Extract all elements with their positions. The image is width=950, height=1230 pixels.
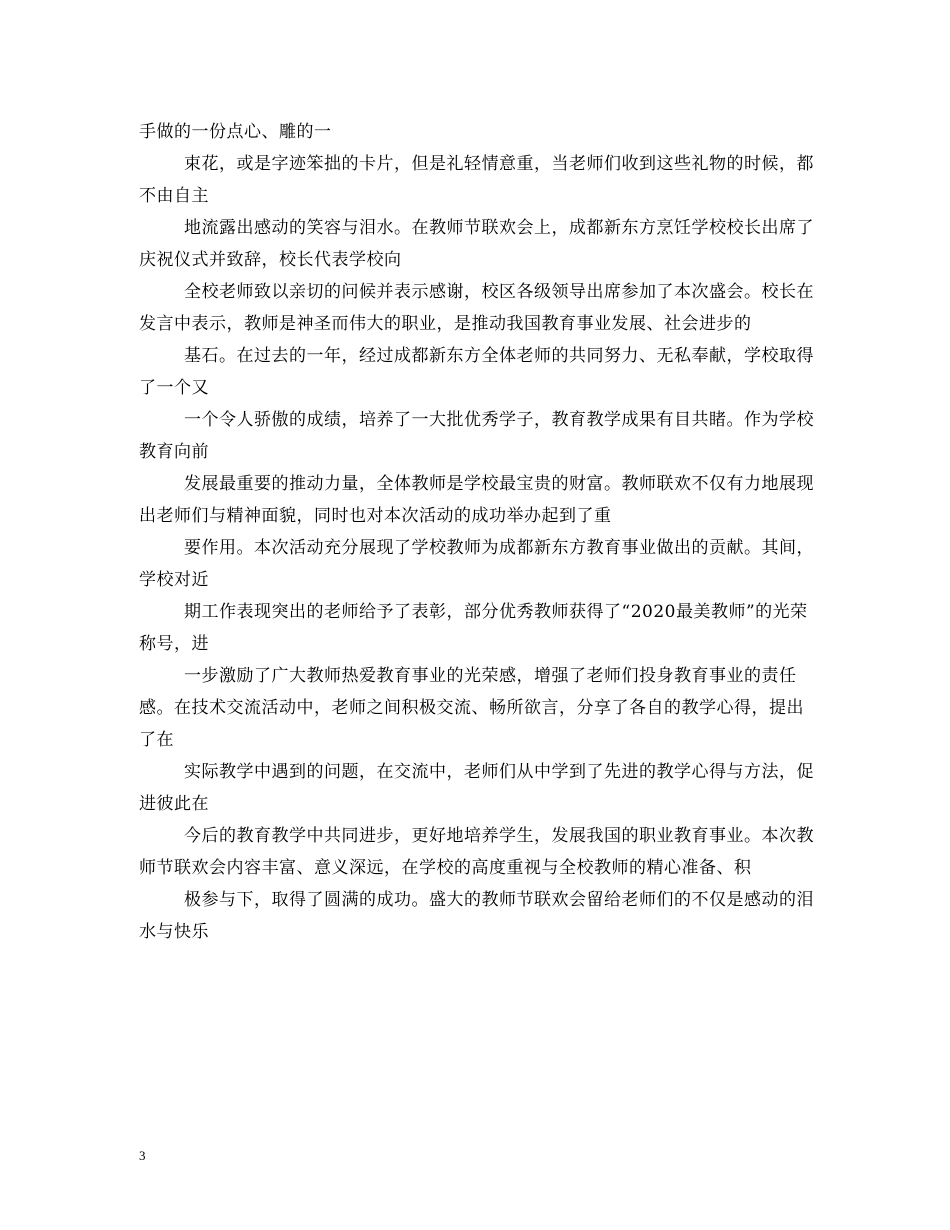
paragraph-5: 基石。在过去的一年，经过成都新东方全体老师的共同努力、无私奉献，学校取得了一个又 <box>139 346 814 398</box>
paragraph-12: 今后的教育教学中共同进步，更好地培养学生，发展我国的职业教育事业。本次教师节联欢会内容丰富、意义深远，在学校的高度重视与全校教师的精心准备、积 <box>139 826 814 878</box>
paragraph-1: 手做的一份点心、雕的一 <box>139 122 332 142</box>
page-number: 3 <box>139 1148 146 1163</box>
paragraph-2: 束花，或是字迹笨拙的卡片，但是礼轻情意重，当老师们收到这些礼物的时候，都不由自主 <box>139 154 814 206</box>
paragraph-8: 要作用。本次活动充分展现了学校教师为成都新东方教育事业做出的贡献。其间，学校对近 <box>139 538 814 590</box>
paragraph-6: 一个令人骄傲的成绩，培养了一大批优秀学子，教育教学成果有目共睹。作为学校教育向前 <box>139 410 814 462</box>
paragraph-3: 地流露出感动的笑容与泪水。在教师节联欢会上，成都新东方烹饪学校校长出席了庆祝仪式并致辞，校长代表学校向 <box>139 218 814 270</box>
paragraph-7: 发展最重要的推动力量，全体教师是学校最宝贵的财富。教师联欢不仅有力地展现出老师们与精神面貌，同时也对本次活动的成功举办起到了重 <box>139 474 814 526</box>
paragraph-4: 全校老师致以亲切的问候并表示感谢，校区各级领导出席参加了本次盛会。校长在发言中表示，教师是神圣而伟大的职业，是推动我国教育事业发展、社会进步的 <box>139 282 814 334</box>
document-body <box>139 116 819 948</box>
paragraph-11: 实际教学中遇到的问题，在交流中，老师们从中学到了先进的教学心得与方法，促进彼此在 <box>139 762 814 814</box>
paragraph-9: 期工作表现突出的老师给予了表彰，部分优秀教师获得了“2020最美教师”的光荣称号，进 <box>139 602 808 654</box>
paragraph-10: 一步激励了广大教师热爱教育事业的光荣感，增强了老师们投身教育事业的责任感。在技术交流活动中，老师之间积极交流、畅所欲言，分享了各自的教学心得，提出了在 <box>139 666 804 750</box>
paragraph-13: 极参与下，取得了圆满的成功。盛大的教师节联欢会留给老师们的不仅是感动的泪水与快乐 <box>139 890 814 942</box>
